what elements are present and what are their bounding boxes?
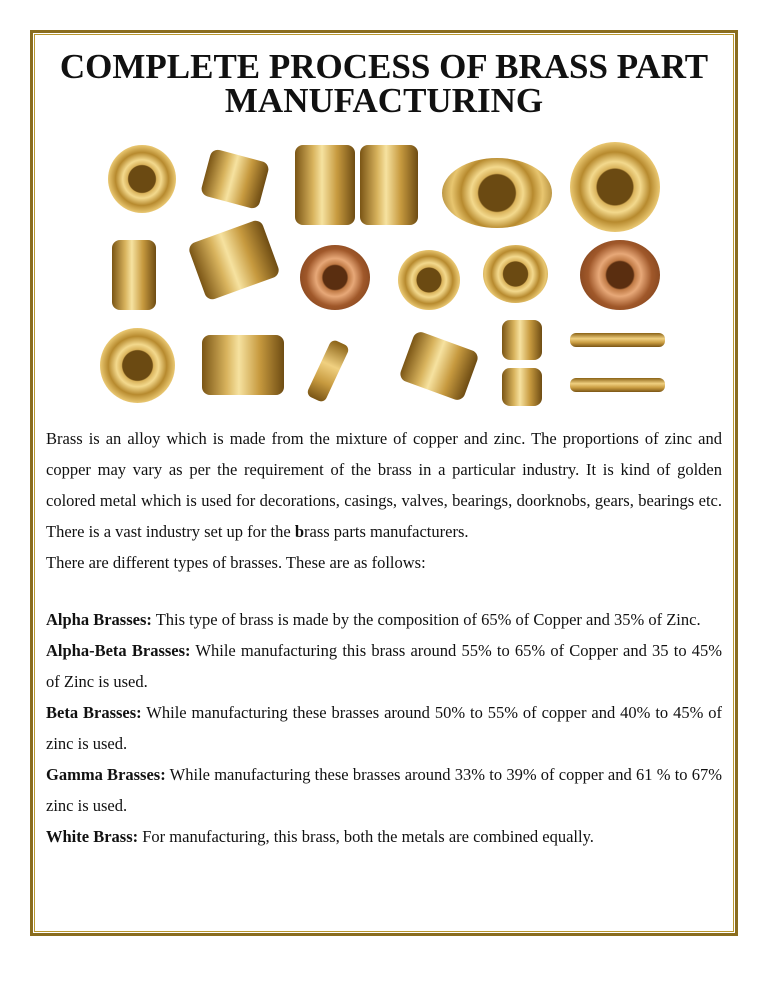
type-name: Alpha-Beta Brasses: [46,641,191,660]
type-description: This type of brass is made by the composition of 65% of Copper and 35% of Zinc. [151,610,701,629]
type-description: While manufacturing this brass around 55% to 65% of Copper and 35 to 45% of Zinc is used. [46,641,722,691]
brass-flange [483,245,548,303]
brass-hex-nut [100,328,175,403]
types-intro: There are different types of brasses. These are as follows: [46,553,426,572]
bronze-bushing [187,218,281,301]
type-beta [46,697,722,759]
intro-paragraph [46,423,722,547]
brass-parts-image [90,140,680,415]
type-description: While manufacturing these brasses around 33% to 39% of copper and 61 % to 67% zinc is used. [46,765,723,815]
type-gamma [46,759,722,821]
intro-text: Brass is an alloy which is made from the mixture of copper and zinc. The proportions of zinc and copper may vary as per the requirement of the brass in a particular industry. It is kind of golden colored metal which is used for decorations, casings, valves, bearings, doorknobs, gears, bearings etc. There is a vast industry set up for the [46,429,722,541]
type-alpha [46,604,722,635]
brass-sleeve [360,145,418,225]
brass-hose-barb [570,333,665,347]
copper-bushing [580,240,660,310]
brass-nipple [502,320,542,360]
type-description: While manufacturing these brasses around 50% to 55% of copper and 40% to 45% of zinc is used. [46,703,723,753]
brass-nipple [502,368,542,406]
brass-bushing [200,148,270,210]
brass-flanged-bushing [112,240,156,310]
intro-text-end: rass parts manufacturers. [304,522,469,541]
brass-slotted-sleeve [202,335,284,395]
type-name: White Brass: [46,827,139,846]
type-white [46,821,722,852]
brass-split-bushing [398,250,460,310]
type-alpha-beta [46,635,722,697]
body-text [46,423,722,852]
type-name: Beta Brasses: [46,703,142,722]
brass-bushing [398,330,480,402]
brass-hex-fitting [108,145,176,213]
intro-bold-letter: b [294,522,305,541]
brass-sleeve [295,145,355,225]
brass-ring [442,158,552,228]
type-name: Gamma Brasses: [46,765,166,784]
type-name: Alpha Brasses: [46,610,152,629]
brass-hex-bushing [570,142,660,232]
page-title: COMPLETE PROCESS OF BRASS PART MANUFACTURING [59,47,709,120]
brass-hose-barb [570,378,665,392]
copper-flanged-bushing [300,245,370,310]
type-description: For manufacturing, this brass, both the metals are combined equally. [138,827,594,846]
brass-valve-stem [306,339,350,404]
